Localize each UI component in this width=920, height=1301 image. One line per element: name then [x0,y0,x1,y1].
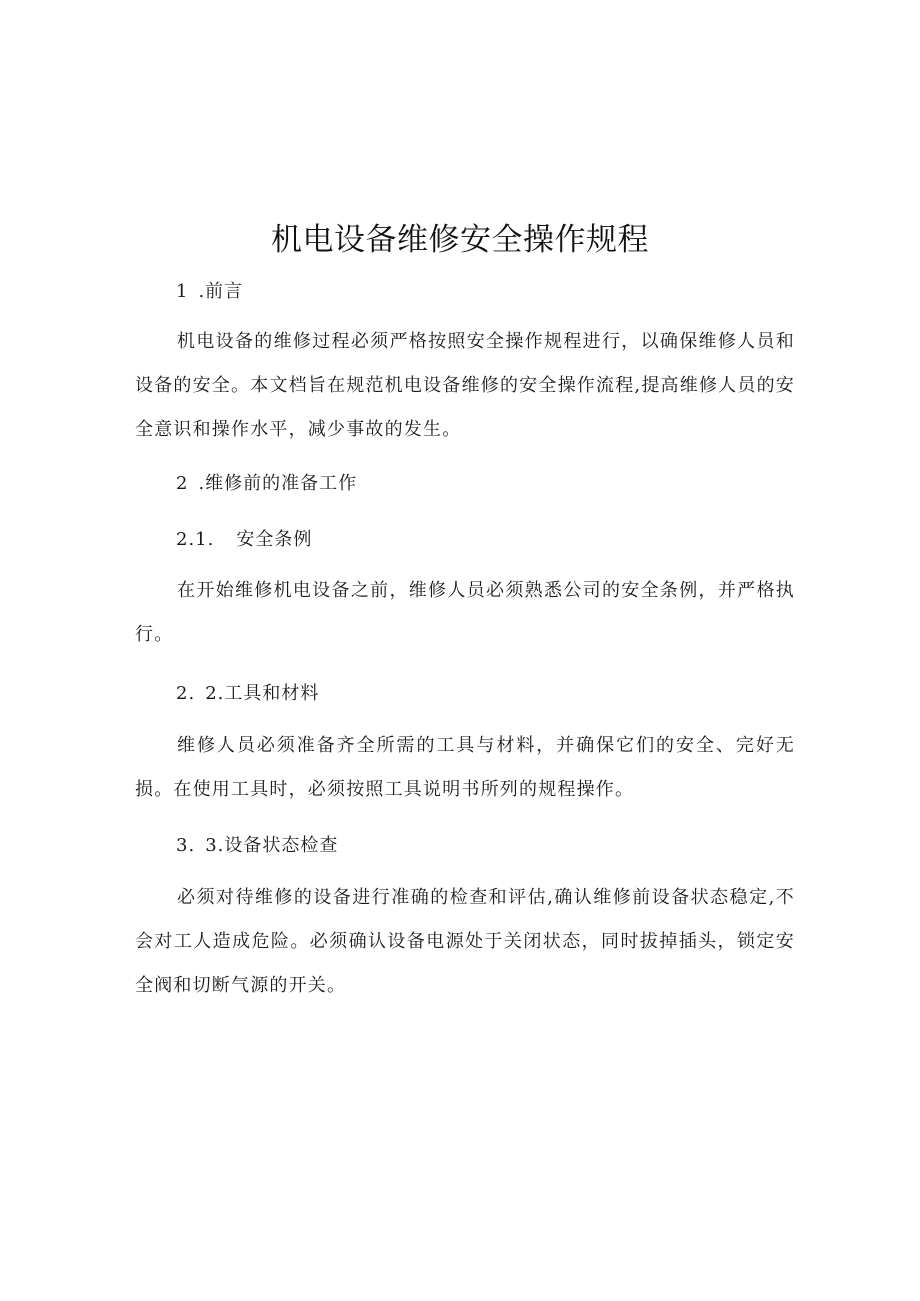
section-heading-2-1 [176,528,312,552]
document-title: 机电设备维修安全操作规程 [271,222,649,258]
section-paragraph-3: 必须对待维修的设备进行准确的检查和评估,确认维修前设备状态稳定,不会对工人造成危险。必须确认设备电源处于关闭状态，同时拔掉插头，锁定安全阀和切断气源的开关。 [135,887,795,996]
section-number: 2. [176,683,196,704]
section-heading-2-2 [176,682,319,706]
section-paragraph-2-1: 在开始维修机电设备之前，维修人员必须熟悉公司的安全条例，并严格执行。 [135,580,795,645]
section-heading-3 [176,834,338,858]
section-heading-text: 安全条例 [236,529,313,550]
section-number: 2.1. [176,529,215,550]
section-heading-text: .维修前的准备工作 [198,473,358,494]
section-number: 1 [176,281,189,302]
section-heading-1 [176,280,243,304]
section-heading-text: 2.工具和材料 [205,683,320,704]
section-number: 2 [176,473,189,494]
section-heading-text: .前言 [198,281,244,302]
section-heading-text: 3.设备状态检查 [205,835,339,856]
section-paragraph-1: 机电设备的维修过程必须严格按照安全操作规程进行，以确保维修人员和设备的安全。本文档旨在规范机电设备维修的安全操作流程,提高维修人员的安全意识和操作水平，减少事故的发生。 [135,331,795,440]
section-paragraph-2-2: 维修人员必须准备齐全所需的工具与材料，并确保它们的安全、完好无损。在使用工具时，必须按照工具说明书所列的规程操作。 [135,735,795,800]
section-number: 3. [176,835,196,856]
section-heading-2 [176,472,357,496]
